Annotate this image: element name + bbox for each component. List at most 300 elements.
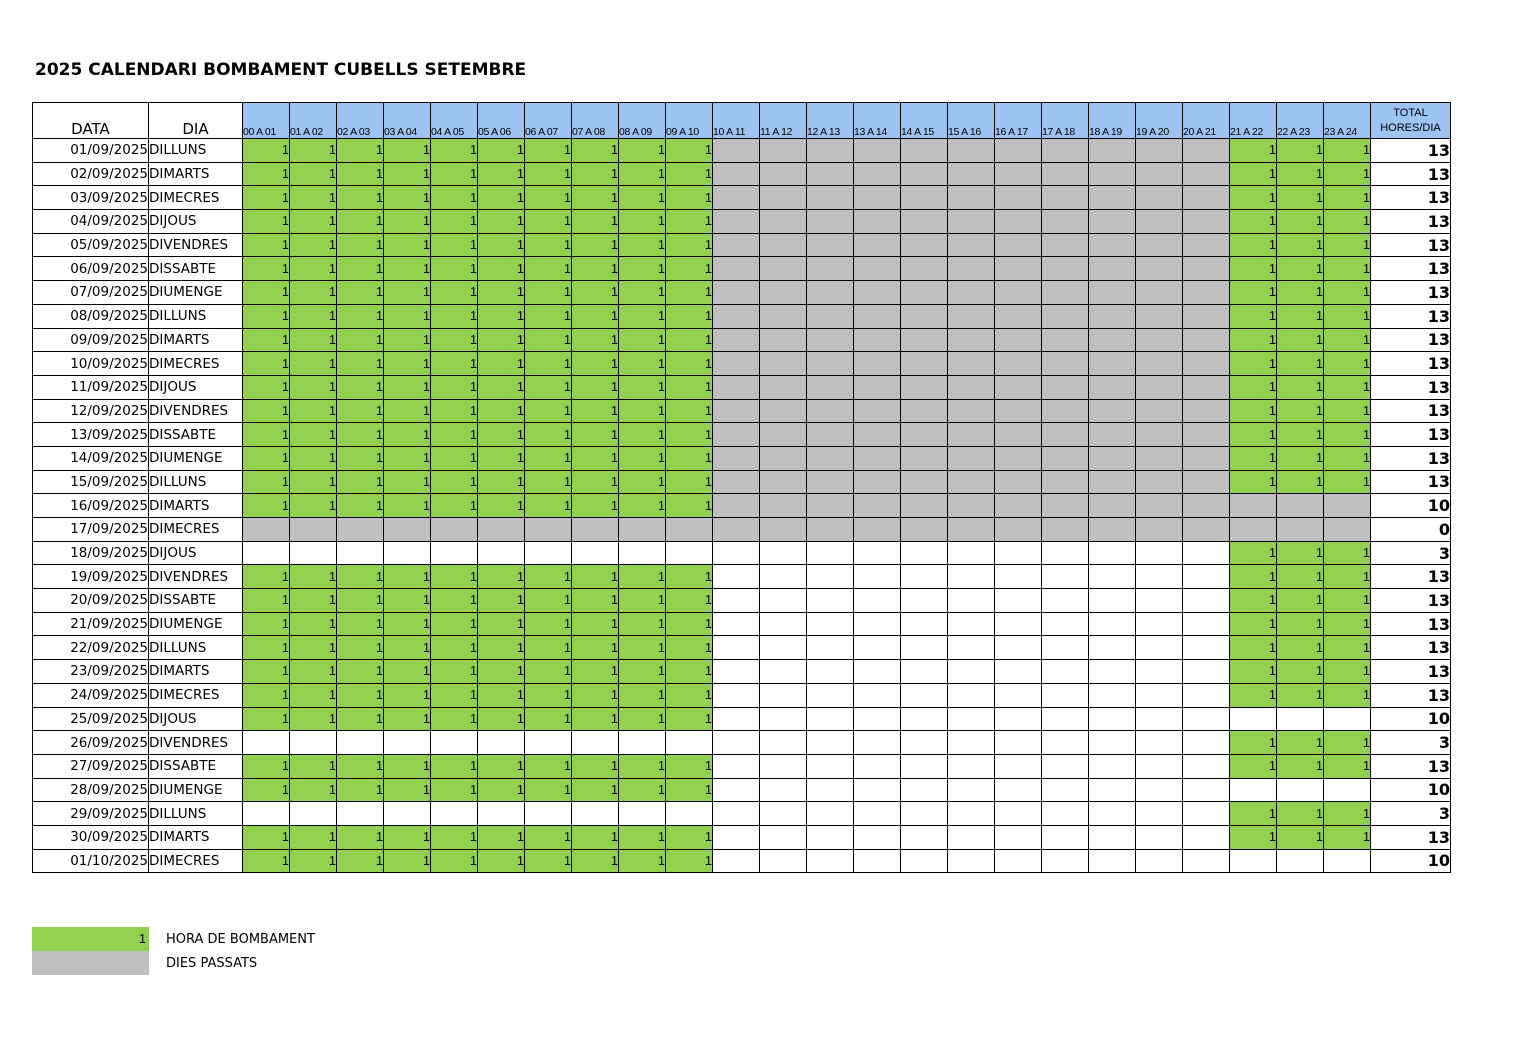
pumping-hour-cell: 1 — [1230, 423, 1277, 447]
empty-hour-cell — [807, 849, 854, 873]
empty-hour-cell — [901, 825, 948, 849]
pumping-hour-cell: 1 — [666, 139, 713, 163]
empty-hour-cell — [854, 612, 901, 636]
pumping-hour-cell: 1 — [384, 233, 431, 257]
empty-hour-cell — [1089, 612, 1136, 636]
day-cell: DISSABTE — [149, 423, 243, 447]
empty-hour-cell — [760, 612, 807, 636]
past-hour-cell — [1136, 494, 1183, 518]
past-hour-cell — [1042, 304, 1089, 328]
pumping-hour-cell: 1 — [525, 399, 572, 423]
date-cell: 16/09/2025 — [33, 494, 149, 518]
past-hour-cell — [901, 186, 948, 210]
pumping-hour-cell: 1 — [572, 375, 619, 399]
pumping-hour-cell: 1 — [619, 707, 666, 731]
table-row — [33, 162, 1451, 186]
pumping-hour-cell: 1 — [478, 589, 525, 613]
empty-hour-cell — [995, 778, 1042, 802]
total-hours-cell: 13 — [1371, 281, 1451, 305]
empty-hour-cell — [1042, 707, 1089, 731]
pumping-hour-cell: 1 — [337, 423, 384, 447]
past-hour-cell — [1089, 257, 1136, 281]
pumping-hour-cell: 1 — [666, 304, 713, 328]
pumping-hour-cell: 1 — [666, 233, 713, 257]
pumping-hour-cell: 1 — [1230, 825, 1277, 849]
pumping-hour-cell: 1 — [525, 707, 572, 731]
pumping-hour-cell: 1 — [431, 636, 478, 660]
day-cell: DIMECRES — [149, 849, 243, 873]
empty-hour-cell — [572, 541, 619, 565]
past-hour-cell — [1042, 257, 1089, 281]
pumping-hour-cell: 1 — [431, 162, 478, 186]
past-hour-cell — [948, 328, 995, 352]
pumping-hour-cell: 1 — [243, 304, 290, 328]
table-row — [33, 399, 1451, 423]
pumping-hour-cell: 1 — [666, 257, 713, 281]
past-hour-cell — [1089, 375, 1136, 399]
pumping-hour-cell: 1 — [337, 186, 384, 210]
past-hour-cell — [854, 257, 901, 281]
past-hour-cell — [713, 423, 760, 447]
past-hour-cell — [1136, 139, 1183, 163]
pumping-hour-cell: 1 — [290, 470, 337, 494]
empty-hour-cell — [525, 731, 572, 755]
past-hour-cell — [760, 375, 807, 399]
empty-hour-cell — [901, 636, 948, 660]
pumping-hour-cell: 1 — [1230, 304, 1277, 328]
pumping-hour-cell: 1 — [384, 257, 431, 281]
empty-hour-cell — [713, 825, 760, 849]
past-hour-cell — [901, 399, 948, 423]
empty-hour-cell — [1183, 589, 1230, 613]
date-cell: 22/09/2025 — [33, 636, 149, 660]
past-hour-cell — [713, 352, 760, 376]
pumping-hour-cell: 1 — [478, 162, 525, 186]
pumping-hour-cell: 1 — [1230, 328, 1277, 352]
past-hour-cell — [1042, 352, 1089, 376]
pumping-hour-cell: 1 — [1277, 210, 1324, 234]
empty-hour-cell — [1183, 683, 1230, 707]
pumping-hour-cell: 1 — [525, 754, 572, 778]
empty-hour-cell — [760, 802, 807, 826]
pumping-hour-cell: 1 — [290, 162, 337, 186]
empty-hour-cell — [1042, 612, 1089, 636]
pumping-hour-cell: 1 — [525, 565, 572, 589]
pumping-hour-cell: 1 — [384, 778, 431, 802]
pumping-hour-cell: 1 — [619, 210, 666, 234]
empty-hour-cell — [948, 565, 995, 589]
past-hour-cell — [854, 423, 901, 447]
pumping-hour-cell: 1 — [666, 778, 713, 802]
pumping-hour-cell: 1 — [1324, 257, 1371, 281]
pumping-hour-cell: 1 — [525, 328, 572, 352]
empty-hour-cell — [760, 660, 807, 684]
past-hour-cell — [807, 162, 854, 186]
day-cell: DISSABTE — [149, 754, 243, 778]
pumping-hour-cell: 1 — [431, 281, 478, 305]
date-cell: 08/09/2025 — [33, 304, 149, 328]
past-hour-cell — [713, 281, 760, 305]
past-hour-cell — [1042, 375, 1089, 399]
pumping-hour-cell: 1 — [1277, 683, 1324, 707]
empty-hour-cell — [666, 802, 713, 826]
pumping-hour-cell: 1 — [290, 825, 337, 849]
past-hour-cell — [854, 281, 901, 305]
empty-hour-cell — [713, 612, 760, 636]
pumping-hour-cell: 1 — [666, 186, 713, 210]
pumping-hour-cell: 1 — [337, 565, 384, 589]
pumping-hour-cell: 1 — [243, 328, 290, 352]
pumping-hour-cell: 1 — [290, 778, 337, 802]
empty-hour-cell — [1183, 707, 1230, 731]
past-hour-cell — [807, 494, 854, 518]
past-hour-cell — [1183, 257, 1230, 281]
past-hour-cell — [1089, 304, 1136, 328]
total-hours-cell: 13 — [1371, 825, 1451, 849]
past-hour-cell — [760, 518, 807, 542]
pumping-hour-cell: 1 — [478, 281, 525, 305]
header-hour-20: 20 A 21 — [1183, 103, 1230, 139]
total-hours-cell: 13 — [1371, 470, 1451, 494]
pumping-hour-cell: 1 — [619, 589, 666, 613]
pumping-hour-cell: 1 — [243, 375, 290, 399]
past-hour-cell — [1042, 518, 1089, 542]
pumping-hour-cell: 1 — [666, 281, 713, 305]
empty-hour-cell — [1042, 541, 1089, 565]
past-hour-cell — [995, 375, 1042, 399]
empty-hour-cell — [1183, 731, 1230, 755]
past-hour-cell — [901, 375, 948, 399]
pumping-hour-cell: 1 — [243, 778, 290, 802]
pumping-hour-cell: 1 — [290, 612, 337, 636]
header-hour-8: 08 A 09 — [619, 103, 666, 139]
past-hour-cell — [760, 304, 807, 328]
pumping-hour-cell: 1 — [1277, 186, 1324, 210]
pumping-hour-cell: 1 — [431, 304, 478, 328]
empty-hour-cell — [948, 778, 995, 802]
pumping-hour-cell: 1 — [619, 446, 666, 470]
pumping-hour-cell: 1 — [1277, 399, 1324, 423]
empty-hour-cell — [572, 802, 619, 826]
empty-hour-cell — [1042, 565, 1089, 589]
pumping-hour-cell: 1 — [290, 233, 337, 257]
pumping-hour-cell: 1 — [384, 399, 431, 423]
table-row — [33, 565, 1451, 589]
empty-hour-cell — [948, 825, 995, 849]
pumping-hour-cell: 1 — [525, 210, 572, 234]
empty-hour-cell — [431, 731, 478, 755]
empty-hour-cell — [1042, 778, 1089, 802]
pumping-hour-cell: 1 — [1277, 375, 1324, 399]
past-hour-cell — [1089, 186, 1136, 210]
date-cell: 21/09/2025 — [33, 612, 149, 636]
past-hour-cell — [948, 210, 995, 234]
pumping-hour-cell: 1 — [431, 470, 478, 494]
pumping-hour-cell: 1 — [384, 186, 431, 210]
table-row — [33, 352, 1451, 376]
empty-hour-cell — [901, 778, 948, 802]
pumping-hour-cell: 1 — [666, 565, 713, 589]
past-hour-cell — [901, 352, 948, 376]
legend-label-pumping: HORA DE BOMBAMENT — [166, 931, 315, 947]
pumping-hour-cell: 1 — [478, 186, 525, 210]
empty-hour-cell — [1230, 849, 1277, 873]
pumping-hour-cell: 1 — [290, 589, 337, 613]
table-row — [33, 778, 1451, 802]
empty-hour-cell — [1089, 731, 1136, 755]
past-hour-cell — [995, 162, 1042, 186]
pumping-hour-cell: 1 — [572, 162, 619, 186]
header-hour-10: 10 A 11 — [713, 103, 760, 139]
past-hour-cell — [807, 423, 854, 447]
pumping-hour-cell: 1 — [431, 210, 478, 234]
past-hour-cell — [1042, 470, 1089, 494]
pumping-hour-cell: 1 — [384, 683, 431, 707]
header-total-line1: TOTAL — [1393, 106, 1428, 119]
table-row — [33, 612, 1451, 636]
past-hour-cell — [948, 162, 995, 186]
past-hour-cell — [1089, 470, 1136, 494]
empty-hour-cell — [995, 802, 1042, 826]
date-cell: 25/09/2025 — [33, 707, 149, 731]
day-cell: DILLUNS — [149, 636, 243, 660]
pumping-hour-cell: 1 — [431, 423, 478, 447]
pumping-hour-cell: 1 — [525, 304, 572, 328]
empty-hour-cell — [337, 802, 384, 826]
pumping-hour-cell: 1 — [1277, 754, 1324, 778]
pumping-hour-cell: 1 — [1277, 825, 1324, 849]
pumping-hour-cell: 1 — [243, 636, 290, 660]
empty-hour-cell — [1183, 636, 1230, 660]
pumping-hour-cell: 1 — [572, 612, 619, 636]
day-cell: DIUMENGE — [149, 446, 243, 470]
past-hour-cell — [1136, 281, 1183, 305]
past-hour-cell — [1089, 423, 1136, 447]
pumping-hour-cell: 1 — [1324, 139, 1371, 163]
past-hour-cell — [1089, 233, 1136, 257]
empty-hour-cell — [290, 802, 337, 826]
past-hour-cell — [807, 446, 854, 470]
empty-hour-cell — [713, 565, 760, 589]
empty-hour-cell — [807, 731, 854, 755]
empty-hour-cell — [1089, 636, 1136, 660]
table-row — [33, 281, 1451, 305]
past-hour-cell — [995, 139, 1042, 163]
empty-hour-cell — [1089, 660, 1136, 684]
past-hour-cell — [1277, 518, 1324, 542]
date-cell: 14/09/2025 — [33, 446, 149, 470]
pumping-hour-cell: 1 — [384, 210, 431, 234]
pumping-hour-cell: 1 — [243, 399, 290, 423]
header-hour-13: 13 A 14 — [854, 103, 901, 139]
past-hour-cell — [1183, 470, 1230, 494]
pumping-hour-cell: 1 — [243, 186, 290, 210]
date-cell: 18/09/2025 — [33, 541, 149, 565]
pumping-hour-cell: 1 — [525, 257, 572, 281]
past-hour-cell — [713, 162, 760, 186]
pumping-hour-cell: 1 — [1277, 257, 1324, 281]
pumping-hour-cell: 1 — [1230, 660, 1277, 684]
empty-hour-cell — [995, 660, 1042, 684]
pumping-hour-cell: 1 — [1230, 589, 1277, 613]
past-hour-cell — [619, 518, 666, 542]
pumping-hour-cell: 1 — [384, 162, 431, 186]
past-hour-cell — [713, 210, 760, 234]
empty-hour-cell — [713, 849, 760, 873]
pumping-hour-cell: 1 — [619, 399, 666, 423]
empty-hour-cell — [760, 731, 807, 755]
table-row — [33, 494, 1451, 518]
pumping-hour-cell: 1 — [1277, 281, 1324, 305]
pumping-hour-cell: 1 — [384, 825, 431, 849]
past-hour-cell — [854, 470, 901, 494]
empty-hour-cell — [854, 707, 901, 731]
empty-hour-cell — [995, 731, 1042, 755]
empty-hour-cell — [572, 731, 619, 755]
empty-hour-cell — [1136, 825, 1183, 849]
pumping-hour-cell: 1 — [1277, 470, 1324, 494]
empty-hour-cell — [1136, 660, 1183, 684]
pumping-hour-cell: 1 — [1324, 233, 1371, 257]
past-hour-cell — [807, 210, 854, 234]
legend — [32, 927, 315, 975]
empty-hour-cell — [1324, 707, 1371, 731]
date-cell: 02/09/2025 — [33, 162, 149, 186]
empty-hour-cell — [807, 636, 854, 660]
pumping-hour-cell: 1 — [1324, 825, 1371, 849]
empty-hour-cell — [1136, 802, 1183, 826]
past-hour-cell — [760, 186, 807, 210]
date-cell: 17/09/2025 — [33, 518, 149, 542]
past-hour-cell — [1042, 494, 1089, 518]
pumping-hour-cell: 1 — [478, 494, 525, 518]
past-hour-cell — [995, 494, 1042, 518]
past-hour-cell — [901, 494, 948, 518]
table-row — [33, 304, 1451, 328]
day-cell: DIUMENGE — [149, 778, 243, 802]
pumping-hour-cell: 1 — [384, 446, 431, 470]
pumping-hour-cell: 1 — [666, 754, 713, 778]
empty-hour-cell — [1089, 589, 1136, 613]
pumping-hour-cell: 1 — [1230, 162, 1277, 186]
past-hour-cell — [901, 423, 948, 447]
date-cell: 01/10/2025 — [33, 849, 149, 873]
past-hour-cell — [1183, 186, 1230, 210]
empty-hour-cell — [807, 660, 854, 684]
empty-hour-cell — [1324, 778, 1371, 802]
past-hour-cell — [854, 328, 901, 352]
pumping-hour-cell: 1 — [619, 636, 666, 660]
pumping-hour-cell: 1 — [290, 304, 337, 328]
pumping-hour-cell: 1 — [384, 352, 431, 376]
past-hour-cell — [901, 139, 948, 163]
past-hour-cell — [807, 233, 854, 257]
pumping-hour-cell: 1 — [290, 352, 337, 376]
day-cell: DISSABTE — [149, 589, 243, 613]
pumping-hour-cell: 1 — [384, 328, 431, 352]
pumping-hour-cell: 1 — [1324, 281, 1371, 305]
pumping-hour-cell: 1 — [1230, 731, 1277, 755]
empty-hour-cell — [854, 683, 901, 707]
past-hour-cell — [1042, 139, 1089, 163]
empty-hour-cell — [243, 731, 290, 755]
pumping-hour-cell: 1 — [619, 849, 666, 873]
empty-hour-cell — [807, 565, 854, 589]
pumping-hour-cell: 1 — [666, 636, 713, 660]
header-hour-22: 22 A 23 — [1277, 103, 1324, 139]
empty-hour-cell — [995, 541, 1042, 565]
empty-hour-cell — [948, 707, 995, 731]
empty-hour-cell — [525, 802, 572, 826]
past-hour-cell — [1136, 399, 1183, 423]
pumping-hour-cell: 1 — [243, 470, 290, 494]
pumping-hour-cell: 1 — [290, 399, 337, 423]
pumping-hour-cell: 1 — [572, 399, 619, 423]
empty-hour-cell — [713, 802, 760, 826]
past-hour-cell — [948, 399, 995, 423]
pumping-hour-cell: 1 — [619, 778, 666, 802]
pumping-hour-cell: 1 — [572, 352, 619, 376]
table-row — [33, 423, 1451, 447]
past-hour-cell — [948, 375, 995, 399]
total-hours-cell: 13 — [1371, 636, 1451, 660]
empty-hour-cell — [1089, 565, 1136, 589]
pumping-hour-cell: 1 — [1230, 754, 1277, 778]
header-total-line2: HORES/DIA — [1380, 121, 1441, 134]
empty-hour-cell — [713, 660, 760, 684]
pumping-hour-cell: 1 — [290, 423, 337, 447]
total-hours-cell: 10 — [1371, 707, 1451, 731]
past-hour-cell — [760, 352, 807, 376]
pumping-hour-cell: 1 — [290, 707, 337, 731]
day-cell: DISSABTE — [149, 257, 243, 281]
past-hour-cell — [713, 328, 760, 352]
pumping-hour-cell: 1 — [619, 162, 666, 186]
empty-hour-cell — [760, 541, 807, 565]
pumping-hour-cell: 1 — [431, 849, 478, 873]
empty-hour-cell — [713, 754, 760, 778]
past-hour-cell — [713, 399, 760, 423]
pumping-hour-cell: 1 — [525, 849, 572, 873]
past-hour-cell — [901, 518, 948, 542]
empty-hour-cell — [995, 707, 1042, 731]
pumping-hour-cell: 1 — [384, 304, 431, 328]
past-hour-cell — [1183, 352, 1230, 376]
header-hour-0: 00 A 01 — [243, 103, 290, 139]
pumping-hour-cell: 1 — [337, 636, 384, 660]
table-row — [33, 375, 1451, 399]
past-hour-cell — [901, 328, 948, 352]
date-cell: 30/09/2025 — [33, 825, 149, 849]
header-date: DATA — [33, 103, 149, 139]
pumping-hour-cell: 1 — [572, 778, 619, 802]
pumping-hour-cell: 1 — [525, 612, 572, 636]
past-hour-cell — [713, 470, 760, 494]
pumping-hour-cell: 1 — [572, 565, 619, 589]
pumping-hour-cell: 1 — [666, 352, 713, 376]
past-hour-cell — [807, 257, 854, 281]
pumping-hour-cell: 1 — [1277, 636, 1324, 660]
pumping-hour-cell: 1 — [619, 470, 666, 494]
past-hour-cell — [901, 162, 948, 186]
past-hour-cell — [901, 470, 948, 494]
pumping-hour-cell: 1 — [243, 589, 290, 613]
past-hour-cell — [854, 494, 901, 518]
empty-hour-cell — [1136, 683, 1183, 707]
empty-hour-cell — [1042, 849, 1089, 873]
past-hour-cell — [1183, 328, 1230, 352]
date-cell: 13/09/2025 — [33, 423, 149, 447]
